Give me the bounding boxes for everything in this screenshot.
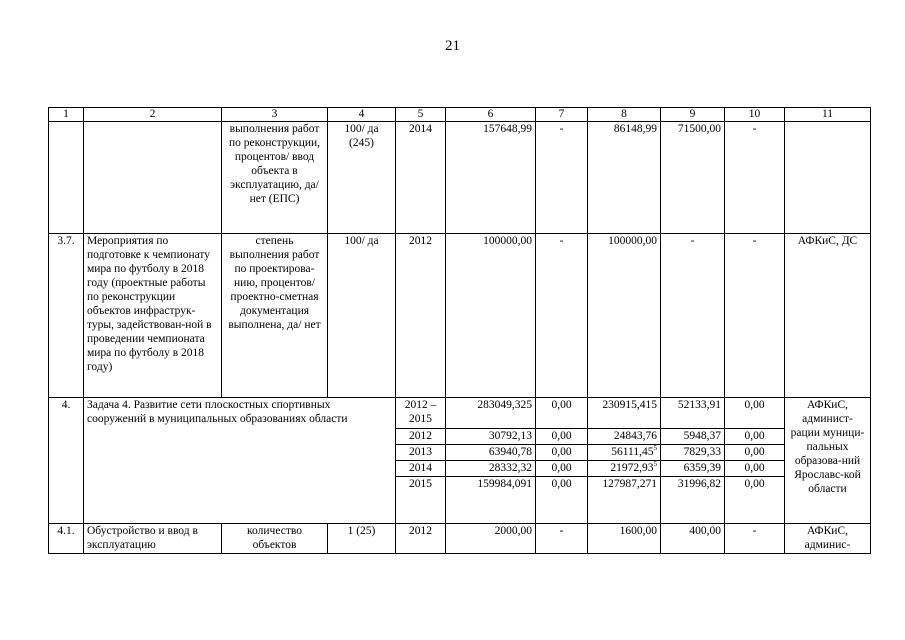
year-cell: 2014 bbox=[396, 461, 446, 477]
col-num: 6 bbox=[446, 108, 536, 122]
row-number: 3.7. bbox=[49, 234, 84, 398]
mun-cell: 31996,82 bbox=[661, 477, 725, 524]
program-table bbox=[48, 107, 871, 554]
mun-cell: 400,00 bbox=[661, 524, 725, 554]
row-number: 4. bbox=[49, 398, 84, 524]
mun-cell: 6359,39 bbox=[661, 461, 725, 477]
table-row bbox=[49, 234, 871, 398]
other-cell: 0,00 bbox=[725, 477, 785, 524]
col-num: 10 bbox=[725, 108, 785, 122]
footnote-mark: 5 bbox=[653, 460, 657, 469]
row-number: 4.1. bbox=[49, 524, 84, 554]
year-cell: 2012 – 2015 bbox=[396, 398, 446, 429]
fed-cell: 0,00 bbox=[536, 445, 588, 461]
col-num: 5 bbox=[396, 108, 446, 122]
total-cell: 283049,325 bbox=[446, 398, 536, 429]
total-cell: 63940,78 bbox=[446, 445, 536, 461]
indicator-cell: количество объектов bbox=[222, 524, 328, 554]
reg-cell: 100000,00 bbox=[588, 234, 661, 398]
measure-name: Обустройство и ввод в эксплуатацию bbox=[84, 524, 222, 554]
indicator-cell: степень выполнения работ по проектирова-нию, процентов/ проектно-сметная документация выполнена, да/ нет bbox=[222, 234, 328, 398]
year-cell: 2012 bbox=[396, 429, 446, 445]
fed-cell: 0,00 bbox=[536, 461, 588, 477]
fed-cell: - bbox=[536, 122, 588, 234]
fed-cell: - bbox=[536, 234, 588, 398]
indicator-cell: выполнения работ по реконструкции, процентов/ ввод объекта в эксплуатацию, да/ нет (ЕПС) bbox=[222, 122, 328, 234]
col-num: 8 bbox=[588, 108, 661, 122]
total-cell: 159984,091 bbox=[446, 477, 536, 524]
total-cell: 157648,99 bbox=[446, 122, 536, 234]
table-row bbox=[49, 398, 871, 429]
total-cell: 30792,13 bbox=[446, 429, 536, 445]
mun-cell: 7829,33 bbox=[661, 445, 725, 461]
executor-cell: АФКиС, админист-рации муници-пальных образова-ний Ярославс-кой области bbox=[785, 398, 871, 524]
reg-cell: 1600,00 bbox=[588, 524, 661, 554]
col-num: 9 bbox=[661, 108, 725, 122]
col-num: 7 bbox=[536, 108, 588, 122]
task-name: Задача 4. Развитие сети плоскостных спортивных сооружений в муниципальных образованиях области bbox=[84, 398, 396, 524]
target-cell: 100/ да (245) bbox=[328, 122, 396, 234]
reg-cell: 21972,93$^5$ bbox=[588, 461, 661, 477]
fed-cell: 0,00 bbox=[536, 398, 588, 429]
year-cell: 2013 bbox=[396, 445, 446, 461]
mun-cell: - bbox=[661, 234, 725, 398]
reg-cell: 230915,415 bbox=[588, 398, 661, 429]
column-number-row bbox=[49, 108, 871, 122]
reg-cell: 56111,45$^5$ bbox=[588, 445, 661, 461]
footnote-mark: 5 bbox=[653, 444, 657, 453]
reg-cell: 127987,271 bbox=[588, 477, 661, 524]
other-cell: 0,00 bbox=[725, 429, 785, 445]
table-row bbox=[49, 524, 871, 554]
executor-cell: АФКиС, админис- bbox=[785, 524, 871, 554]
fed-cell: 0,00 bbox=[536, 477, 588, 524]
total-cell: 100000,00 bbox=[446, 234, 536, 398]
measure-name: Мероприятия по подготовке к чемпионату мира по футболу в 2018 году (проектные работы по реконструкции объектов инфраструк-туры, задействован-ной в проведении чемпионата мира по футболу в 2018 году) bbox=[84, 234, 222, 398]
reg-cell: 86148,99 bbox=[588, 122, 661, 234]
other-cell: 0,00 bbox=[725, 445, 785, 461]
year-cell: 2012 bbox=[396, 234, 446, 398]
other-cell: 0,00 bbox=[725, 398, 785, 429]
reg-cell: 24843,76 bbox=[588, 429, 661, 445]
year-cell: 2015 bbox=[396, 477, 446, 524]
target-cell: 100/ да bbox=[328, 234, 396, 398]
col-num: 4 bbox=[328, 108, 396, 122]
col-num: 2 bbox=[84, 108, 222, 122]
col-num: 1 bbox=[49, 108, 84, 122]
col-num: 3 bbox=[222, 108, 328, 122]
page-number: 21 bbox=[445, 38, 460, 54]
other-cell: 0,00 bbox=[725, 461, 785, 477]
total-cell: 28332,32 bbox=[446, 461, 536, 477]
year-cell: 2014 bbox=[396, 122, 446, 234]
executor-cell: АФКиС, ДС bbox=[785, 234, 871, 398]
executor-cell bbox=[785, 122, 871, 234]
year-cell: 2012 bbox=[396, 524, 446, 554]
other-cell: - bbox=[725, 524, 785, 554]
mun-cell: 52133,91 bbox=[661, 398, 725, 429]
fed-cell: 0,00 bbox=[536, 429, 588, 445]
fed-cell: - bbox=[536, 524, 588, 554]
mun-cell: 71500,00 bbox=[661, 122, 725, 234]
other-cell: - bbox=[725, 234, 785, 398]
target-cell: 1 (25) bbox=[328, 524, 396, 554]
mun-cell: 5948,37 bbox=[661, 429, 725, 445]
other-cell: - bbox=[725, 122, 785, 234]
total-cell: 2000,00 bbox=[446, 524, 536, 554]
col-num: 11 bbox=[785, 108, 871, 122]
table-row bbox=[49, 122, 871, 234]
